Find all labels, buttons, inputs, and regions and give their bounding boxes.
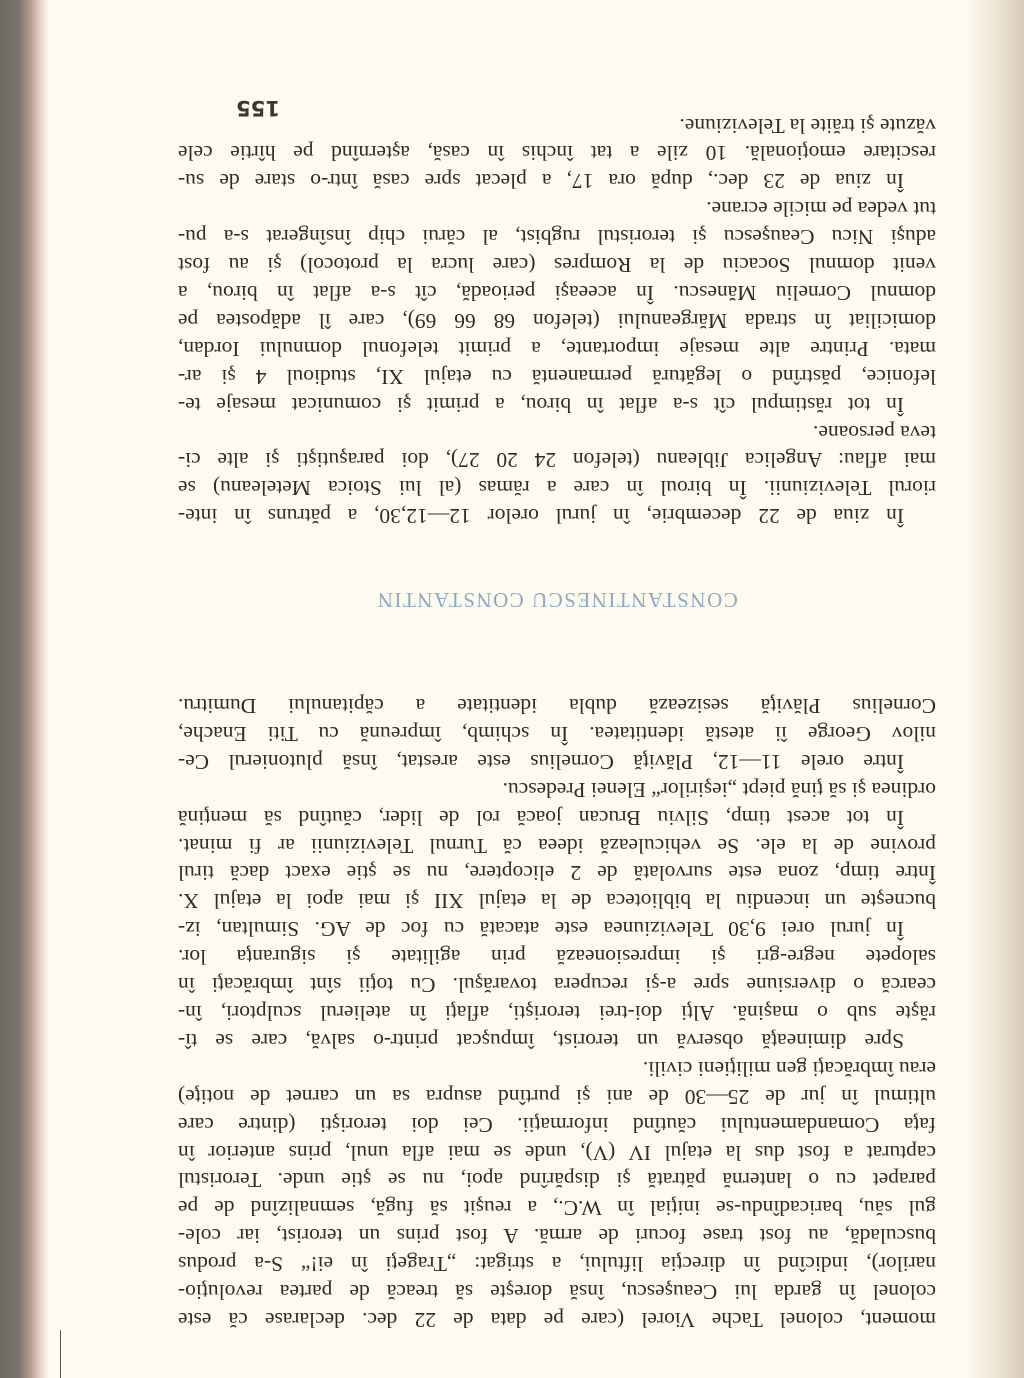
paragraph bbox=[178, 1054, 936, 1333]
text-line: văzute şi trăite la Televiziune. bbox=[679, 113, 936, 138]
section-heading: CONSTANTINESCU CONSTANTIN bbox=[376, 588, 738, 613]
text-line: În ziua de 23 dec., după ora 17, a plecat spre casă într-o stare de su- bbox=[178, 169, 904, 194]
text-line: gul său, baricadîndu-se iniţial în W.C., a reuşit să fugă, semnalizînd de pe bbox=[178, 1196, 936, 1221]
text-line: În tot răstimpul cît s-a aflat în birou, a primit şi comunicat mesaje te- bbox=[178, 392, 904, 417]
text-line: riorul Televiziunii. În biroul în care a rămas (al lui Stoica Meteleanu) se bbox=[178, 476, 936, 501]
text-line: mai aflau: Angelica Jibleanu (telefon 24 20 27), doi paraşutişti şi alte ci- bbox=[178, 448, 936, 473]
text-line: Între timp, zona este survolată de 2 elicoptere, nu se ştie exact dacă tirul bbox=[178, 861, 936, 886]
text-line: provine de la ele. Se vehiculează ideea că Turnul Televiziunii ar fi minat. bbox=[178, 833, 936, 858]
text-line: răşte sub o maşină. Alţi doi-trei terorişti, aflaţi în atelierul sculptori, în- bbox=[178, 1001, 936, 1026]
text-line: domiciliat în strada Mărgeanului (telefon 68 66 69), care îl adăpostea pe bbox=[178, 308, 936, 333]
text-line: În jurul orei 9,30 Televiziunea este atacată cu foc de AG. Simultan, iz- bbox=[178, 917, 904, 942]
text-line: Între orele 11—12, Plăviţă Cornelius este arestat, însă plutonierul Ce- bbox=[178, 749, 904, 774]
text-line: moment, colonel Tache Viorel (care pe data de 22 dec. declarase că este bbox=[178, 1308, 936, 1332]
paragraph bbox=[178, 831, 936, 943]
text-line: ultimul în jur de 25—30 de ani şi purtînd asupra sa un carnet de notiţe) bbox=[178, 1084, 936, 1109]
text-line: erau îmbrăcaţi gen miliţieni civili. bbox=[642, 1056, 936, 1081]
text-line: bucneşte un incendiu la biblioteca de la etajul XII şi mai apoi la etajul X. bbox=[178, 889, 936, 914]
text-line: tut vedea pe micile ecrane. bbox=[706, 197, 936, 222]
paragraph bbox=[178, 775, 936, 831]
text-line: În ziua de 22 decembrie, în jurul orelor 12—12,30, a pătruns în inte- bbox=[178, 504, 904, 529]
text-line: Spre dimineaţă observă un terorist, împuşcat printr-o salvă, care se tî- bbox=[178, 1028, 904, 1053]
paragraph bbox=[178, 418, 936, 530]
paragraph bbox=[178, 942, 936, 1054]
text-line: cearcă o diversiune spre a-şi recupera tovarăşul. Cu toţii sînt îmbrăcaţi în bbox=[178, 973, 936, 998]
text-line: aduşi Nicu Ceauşescu şi teroristul rugbist, al cărui chip însîngerat s-a pu- bbox=[178, 225, 936, 250]
text-line: domnul Corneliu Mănescu. În aceeaşi perioadă, cît s-a aflat în birou, a bbox=[178, 281, 936, 305]
text-line: colonel în garda lui Ceauşescu, însă doreşte să treacă de partea revoluţio- bbox=[178, 1280, 936, 1305]
text-line: capturat a fost dus la etajul IV (V), unde se mai afla unul, prins anterior în bbox=[178, 1140, 936, 1165]
text-line: lefonice, păstrînd o legătură permanentă cu etajul XI, studioul 4 şi ar- bbox=[178, 364, 936, 389]
text-line: rescitare emoţională. 10 zile a tat închis în casă, aşternînd pe hîrtie cele bbox=[178, 141, 936, 166]
body-text bbox=[178, 111, 936, 1333]
paragraph bbox=[178, 111, 936, 195]
text-line: faţa Comandamentului căutînd informaţii. Cei doi terorişti (dintre care bbox=[178, 1112, 936, 1137]
text-line: În tot acest timp, Silviu Brucan joacă rol de lider, căutînd să menţină bbox=[178, 805, 904, 830]
text-line: nilov George îi atestă identitatea. În schimb, împreună cu Titi Enache, bbox=[178, 721, 936, 746]
paragraph bbox=[178, 194, 936, 417]
text-line: Cornelius Plăviţă sesizează dubla identitate a căpitanului Dumitru. bbox=[178, 694, 936, 719]
paragraph bbox=[178, 691, 936, 775]
text-line: narilor), indicînd în direcţia liftului, a strigat: „Trageţi în ei!“ S-a produs bbox=[178, 1252, 936, 1277]
text-line: teva persoane. bbox=[813, 420, 936, 445]
text-line: venit domnul Socaciu de la Rompres (care lucra la protocol) şi au fost bbox=[178, 253, 936, 278]
text-line: salopete negre-gri şi impresionează prin agilitate şi siguranţa lor. bbox=[178, 945, 936, 970]
text-line: mata. Printre alte mesaje importante, a primit telefonul domnului Iordan, bbox=[178, 336, 936, 361]
page-number: 155 bbox=[236, 96, 280, 120]
text-line: parapet cu o lanternă pătrată şi dispărînd apoi, nu se ştie unde. Teroristul bbox=[178, 1168, 936, 1193]
text-line: ordinea şi să ţină piept „ieşirilor“ Elenei Predescu. bbox=[502, 777, 936, 802]
text-line: busculadă, au fost trase focuri de armă. A fost prins un terorist, iar cole- bbox=[178, 1224, 936, 1249]
